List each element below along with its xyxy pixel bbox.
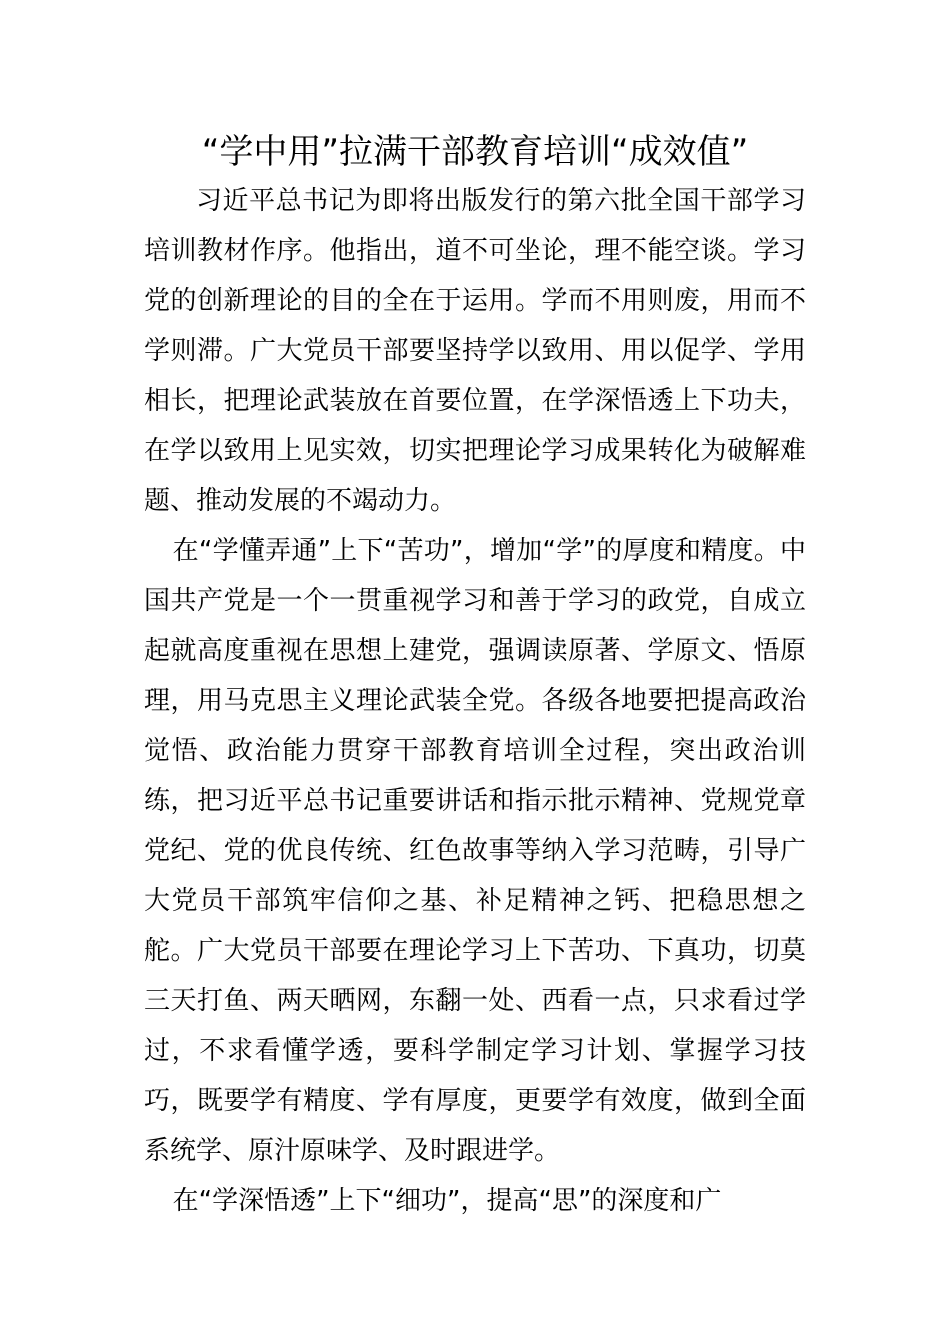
paragraph-intro: 习近平总书记为即将出版发行的第六批全国干部学习培训教材作序。他指出，道不可坐论，理不能空谈。学习党的创新理论的目的全在于运用。学而不用则废，用而不学则滞。广大党员干部要坚持学以致用、用以促学、学用相长，把理论武装放在首要位置，在学深悟透上下功夫，在学以致用上见实效，切实把理论学习成果转化为破解难题、推动发展的不竭动力。 — [144, 186, 806, 516]
paragraph-learn-thoroughly: 在“学懂弄通”上下“苦功”，增加“学”的厚度和精度。中国共产党是一个一贯重视学习和善于学习的政党，自成立起就高度重视在思想上建党，强调读原著、学原文、悟原理，用马克思主义理论武装全党。各级各地要把提高政治觉悟、政治能力贯穿干部教育培训全过程，突出政治训练，把习近平总书记重要讲话和指示批示精神、党规党章党纪、党的优良传统、红色故事等纳入学习范畴，引导广大党员干部筑牢信仰之基、补足精神之钙、把稳思想之舵。广大党员干部要在理论学习上下苦功、下真功，切莫三天打鱼、两天晒网，东翻一处、西看一点，只求看过学过，不求看懂学透，要科学制定学习计划、掌握学习技巧，既要学有精度、学有厚度，更要学有效度，做到全面系统学、原汁原味学、及时跟进学。 — [144, 536, 806, 1166]
document-title: “学中用”拉满干部教育培训“成效值” — [201, 132, 749, 172]
document-body — [144, 176, 806, 1226]
paragraph-deep-understanding: 在“学深悟透”上下“细功”，提高“思”的深度和广 — [172, 1186, 722, 1216]
